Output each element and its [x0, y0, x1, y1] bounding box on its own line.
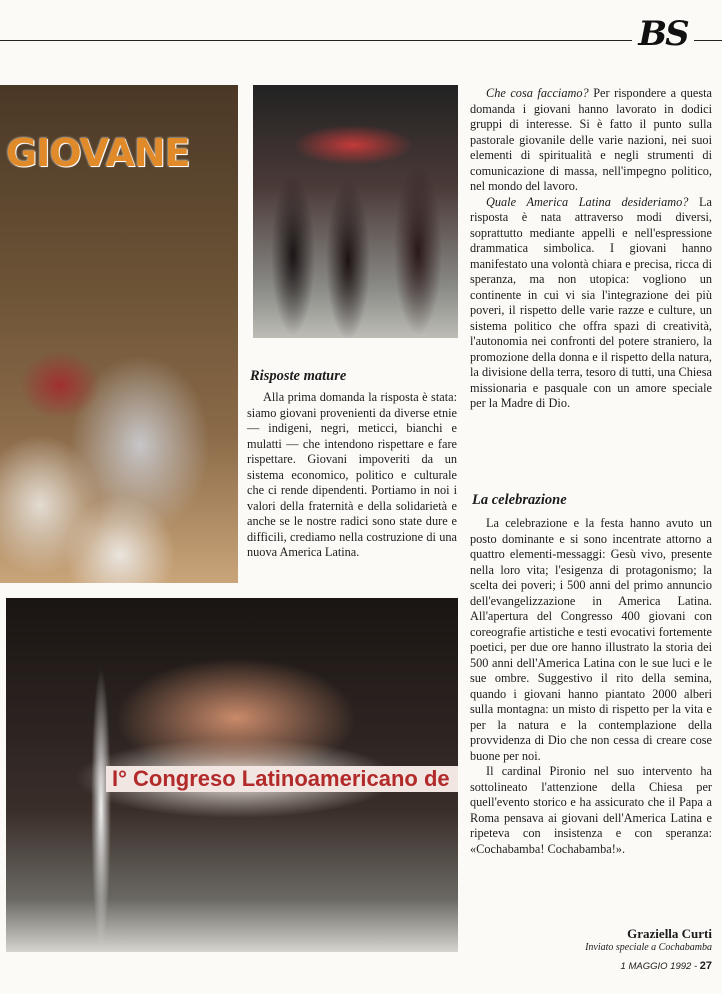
paragraph: Alla prima domanda la risposta è stata: siamo giovani provenienti da diverse etnie — indigeni, negri, meticci, bianchi e mulatti — che intendono rispettare e fare rispettare. Giovani impoveriti da un sistema economico, politico e culturale che ci rende dipendenti. Portiamo in noi i valori della fraternità e della solidarietà e anche se le nostre radici sono state dure e difficili, crediamo nella costruzione di una nuova America Latina. — [247, 390, 457, 559]
photo-traditional-dancers — [253, 85, 458, 338]
section-heading-risposte: Risposte mature — [250, 368, 347, 384]
magazine-logo: BS — [632, 14, 694, 54]
paragraph: Il cardinal Pironio nel suo intervento ha sottolineato l'attenzione della Chiesa per quell'evento storico e ha assicurato che il Papa a Roma pensava ai giovani dell'America Latina e ripeteva con insistenza e con speranza: «Cochabamba! Cochabamba!». — [470, 764, 712, 856]
text-column-left — [247, 390, 457, 561]
paragraph: La celebrazione e la festa hanno avuto un posto dominante e si sono incentrate attorno a quattro elementi-messaggi: Gesù vivo, presente nella loro vita; l'esigenza di protagonismo; la scelta dei poveri; i 500 anni del primo annuncio dell'evangelizzazione in America Latina. All'apertura del Congresso 400 giovani con coreografie artistiche e testi evocativi fortemente poetici, per due ore hanno illustrato la storia dei 500 anni dell'America Latina con le sue luci e le sue ombre. Suggestivo il rito della semina, quando i giovani hanno piantato 2000 alberi sulla montagna: un misto di rispetto per la vita e per la natura e la contemplazione della provvidenza di Dio che non cessa di creare cose buone per noi. — [470, 516, 712, 763]
paragraph — [470, 195, 712, 412]
page-footer — [520, 960, 712, 972]
stage-banner: I° Congreso Latinoamericano de — [106, 766, 458, 792]
header-rule — [0, 40, 722, 41]
text-column-right-bottom — [470, 516, 712, 857]
issue-date: 1 MAGGIO 1992 - — [620, 961, 698, 972]
paragraph — [470, 86, 712, 195]
lead-question: Che cosa facciamo? — [486, 86, 589, 100]
paragraph-text: La risposta è nata attraverso modi diversi, soprattutto mediante appelli e nell'espressione drammatica simbolica. I giovani hanno manifestato una volontà chiara e precisa, ricca di speranza, ma non utopica: vogliono un continente in cui vi sia l'integrazione dei più poveri, il rispetto delle varie razze e culture, un sistema politico che offra spazi di creatività, l'autonomia nei confronti del potere straniero, la promozione della donna e il rispetto della natura, la divisione della terra, tesoro di tutti, una Chiesa missionaria e pasquale con un amore speciale per la Madre di Dio. — [470, 194, 712, 410]
lead-question: Quale America Latina desideriamo? — [486, 194, 689, 209]
photo-young-people — [0, 85, 238, 583]
author-role: Inviato speciale a Cochabamba — [585, 942, 712, 953]
page-number: 27 — [699, 960, 712, 972]
author-name: Graziella Curti — [627, 926, 712, 941]
paragraph-text: Per rispondere a questa domanda i giovani hanno lavorato in dodici gruppi di interesse. Si è fatto il punto sulla pastorale giovanile delle varie nazioni, nei suoi elementi di spiritualità e negli strumenti di comunicazione di massa, nell'impegno politico, nel mondo del lavoro. — [470, 86, 712, 193]
text-column-right-top — [470, 86, 712, 412]
section-heading-celebrazione: La celebrazione — [472, 492, 567, 508]
photo-banner-text: GIOVANE — [6, 131, 190, 175]
photo-congress-stage — [6, 598, 458, 952]
